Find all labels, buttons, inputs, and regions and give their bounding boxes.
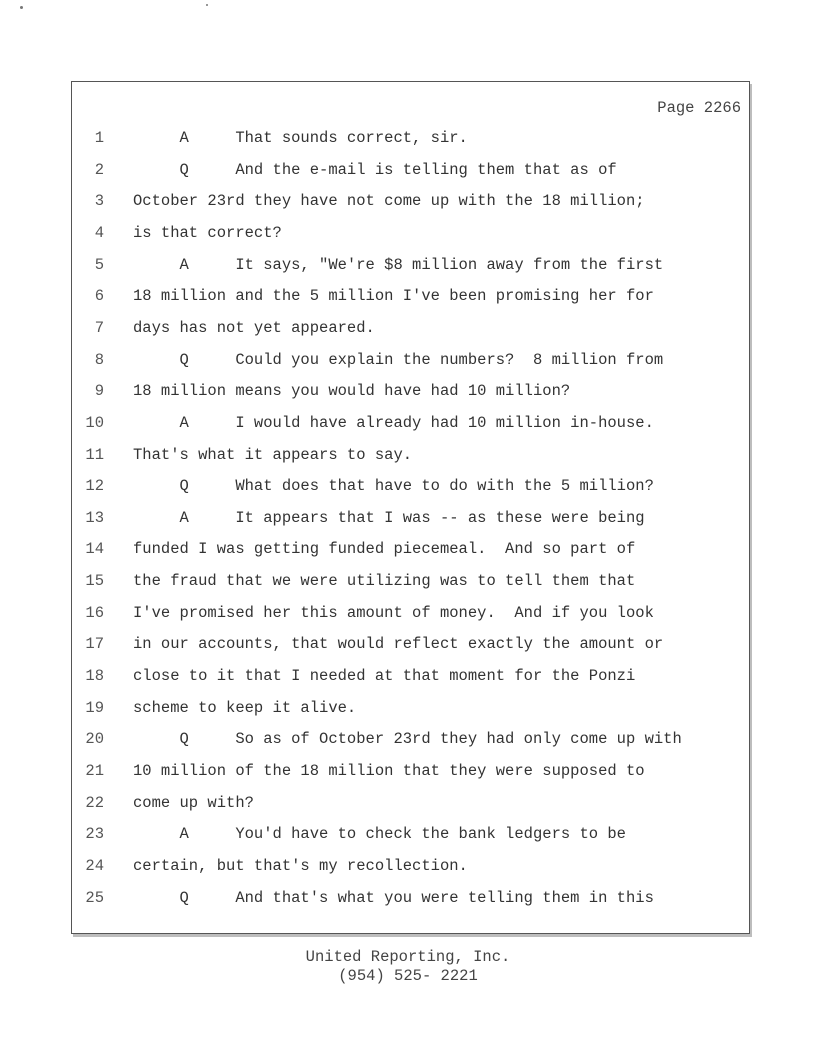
transcript-line	[72, 889, 749, 913]
line-text: certain, but that's my recollection.	[133, 856, 468, 875]
line-number: 3	[94, 192, 104, 211]
transcript-line	[72, 224, 749, 248]
transcript-line	[72, 572, 749, 596]
line-text: A It says, "We're $8 million away from the first	[133, 255, 664, 274]
line-text: 18 million and the 5 million I've been promising her for	[133, 287, 654, 306]
footer-phone: (954) 525- 2221	[338, 967, 478, 985]
scan-speck	[20, 6, 23, 9]
line-number: 15	[85, 572, 104, 591]
line-number: 6	[94, 287, 104, 306]
line-number: 16	[85, 603, 104, 622]
footer	[0, 948, 816, 986]
transcript-line	[72, 730, 749, 754]
page-number: Page 2266	[657, 99, 741, 117]
line-text: scheme to keep it alive.	[133, 698, 357, 717]
transcript-line	[72, 762, 749, 786]
line-number: 21	[85, 762, 104, 780]
line-number: 14	[85, 540, 104, 559]
line-number: 4	[94, 223, 104, 242]
line-text: A You'd have to check the bank ledgers to be	[133, 825, 626, 844]
line-number: 18	[85, 667, 104, 686]
line-text: in our accounts, that would reflect exactly the amount or	[133, 635, 664, 654]
transcript-line	[72, 129, 749, 153]
line-number: 11	[85, 445, 104, 464]
transcript-line	[72, 794, 749, 818]
line-number: 23	[85, 825, 104, 844]
transcript-line	[72, 382, 749, 406]
line-number: 25	[85, 888, 104, 907]
transcript-line	[72, 192, 749, 216]
line-text: A That sounds correct, sir.	[133, 129, 468, 147]
line-number: 5	[94, 255, 104, 274]
transcript-line	[72, 604, 749, 628]
line-text: Q Could you explain the numbers? 8 million from	[133, 350, 664, 369]
transcript-line	[72, 667, 749, 691]
transcript-page-frame	[71, 81, 750, 934]
transcript-line	[72, 414, 749, 438]
line-number: 8	[94, 350, 104, 369]
line-text: Q So as of October 23rd they had only come up with	[133, 730, 682, 749]
transcript-line	[72, 477, 749, 501]
line-text: close to it that I needed at that moment for the Ponzi	[133, 667, 636, 686]
line-number: 1	[94, 129, 104, 147]
line-number: 7	[94, 318, 104, 337]
transcript-line	[72, 825, 749, 849]
transcript-line	[72, 161, 749, 185]
line-number: 20	[85, 730, 104, 749]
transcript-line	[72, 319, 749, 343]
line-number: 9	[94, 382, 104, 401]
line-text: 10 million of the 18 million that they were supposed to	[133, 762, 645, 780]
line-number: 12	[85, 477, 104, 496]
line-text: is that correct?	[133, 223, 282, 242]
line-number: 19	[85, 698, 104, 717]
transcript-line	[72, 857, 749, 881]
transcript-line	[72, 446, 749, 470]
transcript-line	[72, 351, 749, 375]
line-text: I've promised her this amount of money. And if you look	[133, 603, 654, 622]
line-text: Q What does that have to do with the 5 million?	[133, 477, 654, 496]
transcript-line	[72, 540, 749, 564]
line-text: That's what it appears to say.	[133, 445, 413, 464]
line-text: Q And that's what you were telling them in this	[133, 888, 654, 907]
line-text: 18 million means you would have had 10 million?	[133, 382, 571, 401]
footer-company: United Reporting, Inc.	[305, 948, 511, 966]
transcript-line	[72, 635, 749, 659]
line-number: 24	[85, 856, 104, 875]
line-text: A I would have already had 10 million in-house.	[133, 413, 654, 432]
transcript-line	[72, 699, 749, 723]
line-text: Q And the e-mail is telling them that as of	[133, 160, 617, 179]
line-number: 10	[85, 413, 104, 432]
transcript-line	[72, 256, 749, 280]
transcript-line	[72, 287, 749, 311]
line-text: the fraud that we were utilizing was to tell them that	[133, 572, 636, 591]
line-text: funded I was getting funded piecemeal. And so part of	[133, 540, 636, 559]
scan-speck	[206, 4, 208, 6]
line-text: days has not yet appeared.	[133, 318, 375, 337]
line-text: A It appears that I was -- as these were being	[133, 508, 645, 527]
line-number: 22	[85, 793, 104, 812]
line-text: come up with?	[133, 793, 254, 812]
line-number: 13	[85, 508, 104, 527]
line-number: 2	[94, 160, 104, 179]
transcript-line	[72, 509, 749, 533]
line-number: 17	[85, 635, 104, 654]
line-text: October 23rd they have not come up with the 18 million;	[133, 192, 645, 211]
